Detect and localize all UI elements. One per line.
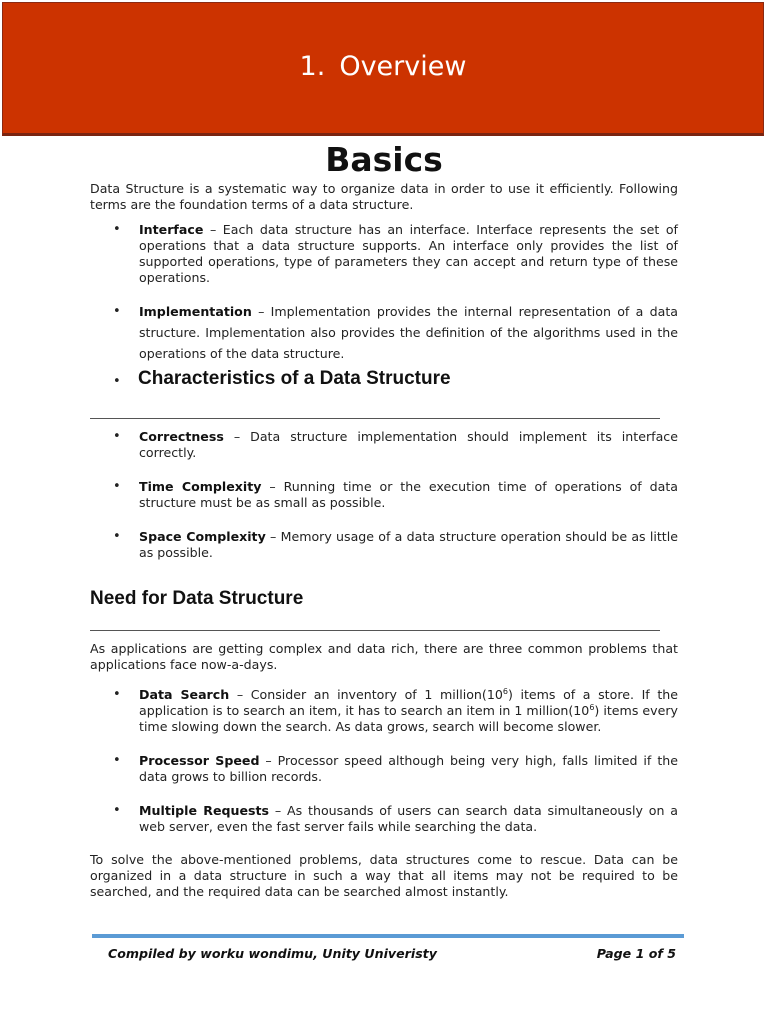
need-conclusion: To solve the above-mentioned problems, data structures come to rescue. Data can be organized in a data structure in such a way that all items may not be required to be searched, and the required data can be searched almost instantly.	[90, 852, 678, 899]
chapter-title-text: Overview	[339, 51, 467, 82]
bullet: •	[113, 374, 121, 389]
footer-credit: Compiled by worku wondimu, Unity Univeristy	[108, 946, 437, 961]
term-label: Implementation	[139, 304, 252, 319]
term-text: – Memory usage of a data structure operation should be as little as possible.	[139, 529, 678, 560]
term-label: Correctness	[139, 429, 224, 444]
term-implementation	[139, 301, 678, 364]
term-label: Processor Speed	[139, 753, 260, 768]
chapter-banner	[2, 2, 764, 136]
superscript: 6	[502, 686, 508, 696]
characteristics-heading: Characteristics of a Data Structure	[138, 368, 451, 389]
term-interface	[139, 222, 678, 286]
bullet: •	[113, 753, 121, 768]
term-label: Time Complexity	[139, 479, 262, 494]
section-divider	[90, 418, 660, 419]
chapter-title	[3, 51, 763, 82]
bullet: •	[113, 479, 121, 494]
superscript: 6	[589, 702, 595, 712]
basics-intro: Data Structure is a systematic way to organize data in order to use it efficiently. Following terms are the foundation terms of a data structure.	[90, 181, 678, 212]
term-label: Interface	[139, 222, 204, 237]
bullet: •	[113, 803, 121, 818]
problem-multiple-requests	[139, 803, 678, 835]
section-divider	[90, 630, 660, 631]
characteristic-space-complexity	[139, 529, 678, 561]
term-text: – Data structure implementation should implement its interface correctly.	[139, 429, 678, 460]
term-text: – Each data structure has an interface. Interface represents the set of operations that a data structure supports. An interface only provides the list of supported operations, type of parameters they can accept and return type of these operations.	[139, 222, 678, 285]
term-text: – As thousands of users can search data simultaneously on a web server, even the fast server fails while searching the data.	[139, 803, 678, 834]
term-text: – Processor speed although being very high, falls limited if the data grows to billion records.	[139, 753, 678, 784]
bullet: •	[113, 429, 121, 444]
term-label: Data Search	[139, 687, 230, 702]
term-text: – Implementation provides the internal representation of a data structure. Implementation also provides the definition of the algorithms used in the operations of the data structure.	[139, 304, 678, 361]
term-text-b: ) items of a store. If the application is to search an item, it has to search an item in 1 million(10	[139, 687, 678, 718]
bullet: •	[113, 222, 121, 237]
characteristic-time-complexity	[139, 479, 678, 511]
basics-heading: Basics	[325, 140, 443, 179]
characteristic-correctness	[139, 429, 678, 461]
bullet: •	[113, 687, 121, 702]
term-text: – Running time or the execution time of operations of data structure must be as small as possible.	[139, 479, 678, 510]
need-heading: Need for Data Structure	[90, 588, 304, 609]
bullet: •	[113, 304, 121, 319]
problem-data-search	[139, 687, 678, 735]
term-label: Space Complexity	[139, 529, 266, 544]
page-number: Page 1 of 5	[596, 946, 676, 961]
term-label: Multiple Requests	[139, 803, 270, 818]
term-text-a: – Consider an inventory of 1 million(10	[236, 687, 503, 702]
footer-rule	[92, 934, 684, 938]
bullet: •	[113, 529, 121, 544]
problem-processor-speed	[139, 753, 678, 785]
need-intro: As applications are getting complex and data rich, there are three common problems that applications face now-a-days.	[90, 641, 678, 672]
chapter-number: 1.	[299, 51, 326, 82]
term-text-c: ) items every time slowing down the search. As data grows, search will become slower.	[139, 703, 678, 734]
